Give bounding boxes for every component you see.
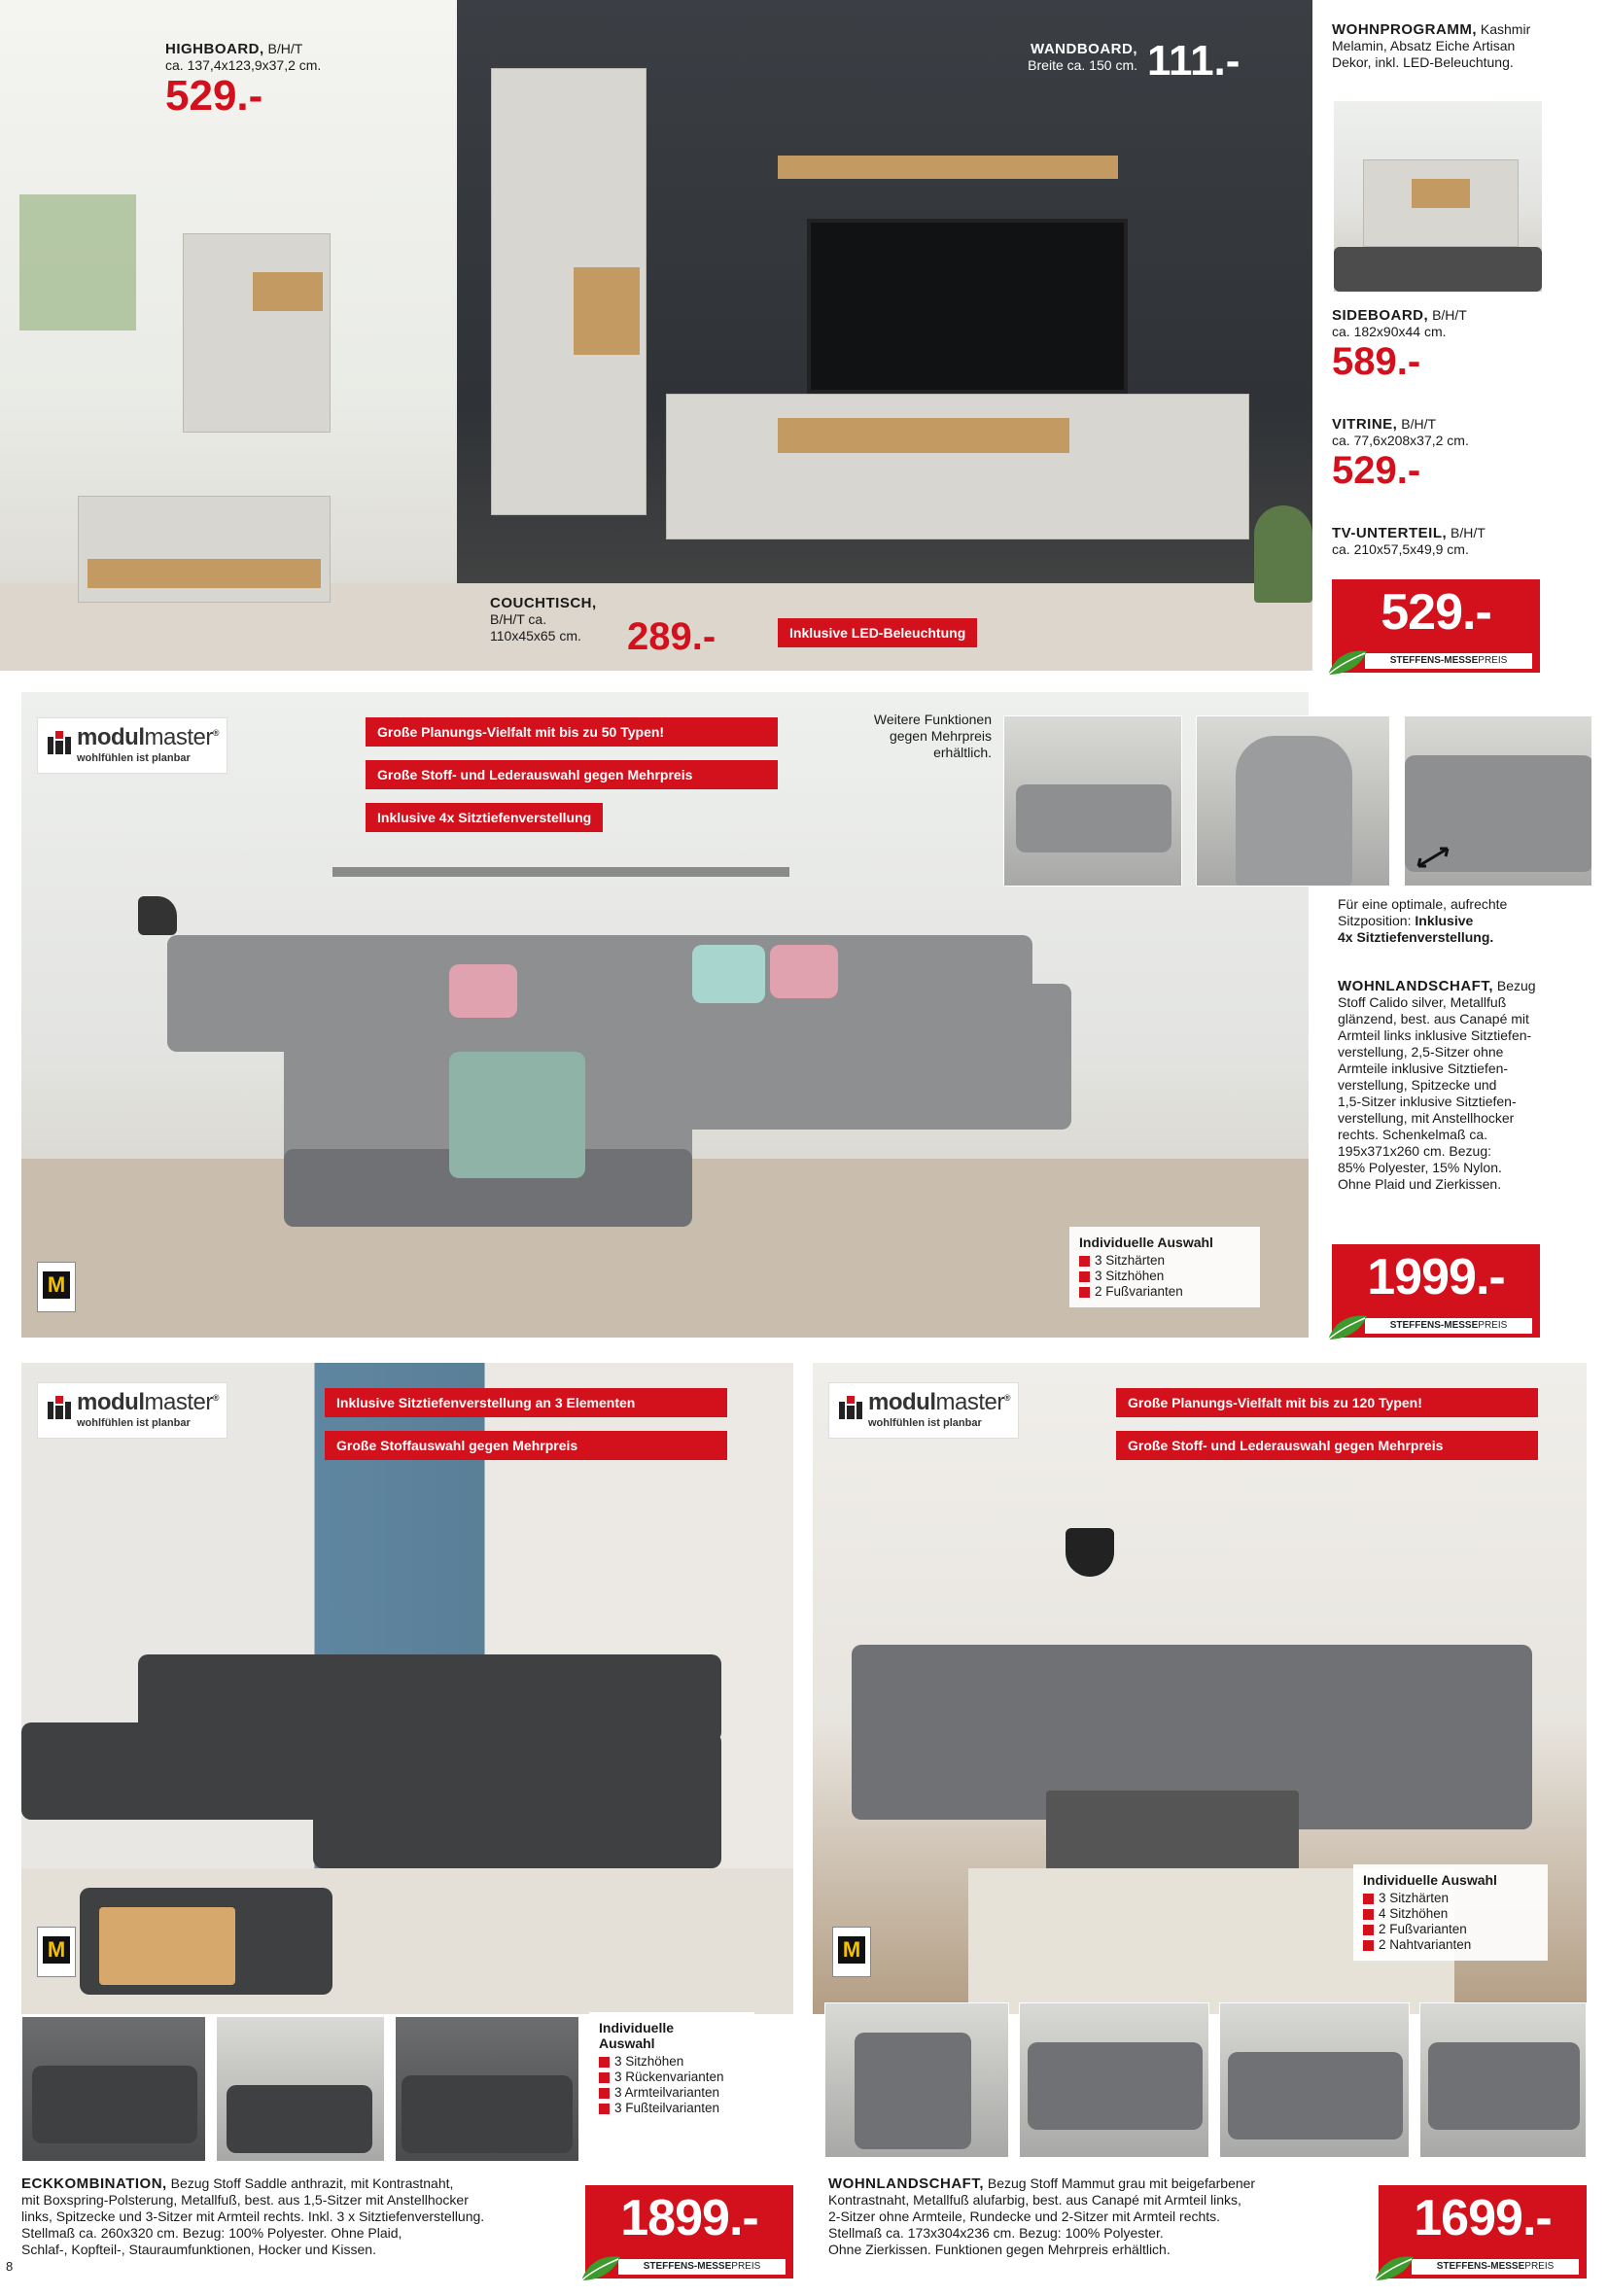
mid-desc-line: glänzend, best. aus Canapé mit [1338,1011,1529,1026]
mid-desc-line: verstellung, 2,5-Sitzer ohne [1338,1044,1504,1060]
bottom-right-option [1363,1922,1538,1937]
seat-note-bold-1: Inklusive [1415,913,1474,928]
couchtisch-wood-shelf [87,559,321,588]
quality-m-badge: M [832,1927,871,1977]
modulmaster-logo [37,717,227,774]
sideboard-title: SIDEBOARD, [1332,307,1429,324]
bottom-left-desc-first: Bezug Stoff Saddle anthrazit, mit Kontrastnaht, [166,2175,454,2191]
steffens-messe-badge [1365,653,1532,669]
badge-bold: STEFFENS-MESSE [1389,655,1479,666]
bottom-left-options-title-1: Individuelle [599,2020,675,2035]
cushion-pink-2 [770,945,838,998]
bottom-right-option [1363,1891,1538,1906]
tv-unterteil-led-niche [778,418,1069,453]
function-photo-ablage [1419,2002,1587,2158]
bottom-left-desc-line: Schlaf-, Kopfteil-, Stauraumfunktionen, Hocker und Kissen. [21,2242,376,2257]
leaf-icon [579,2253,622,2282]
banner-planungs-vielfalt-50: Große Planungs-Vielfalt mit bis zu 50 Typen! [366,717,778,747]
bottom-left-option [599,2085,745,2101]
badge-bold: STEFFENS-MESSE [1436,2261,1525,2272]
mid-desc-line: 1,5-Sitzer inklusive Sitztiefen- [1338,1094,1517,1109]
wohnprogramm-label [1332,21,1594,71]
functions-note-3: erhältlich. [933,745,992,760]
sideboard-photo [1334,101,1542,292]
bottom-right-desc-line: Kontrastnaht, Metallfuß alufarbig, best. aus Canapé mit Armteil links, [828,2192,1241,2208]
modulmaster-logo [37,1382,227,1439]
badge-bold: STEFFENS-MESSE [643,2261,732,2272]
wohnprogramm-line3: Dekor, inkl. LED-Beleuchtung. [1332,54,1514,70]
steffens-messe-badge [618,2259,786,2275]
vitrine-label [1332,416,1469,492]
bottom-left-option-text: 3 Rückenvarianten [614,2070,724,2084]
eckkombination-price: 1899.- [620,2190,758,2246]
sideboard-dims: ca. 182x90x44 cm. [1332,324,1447,339]
mid-desc-line: verstellung, Spitzecke und [1338,1077,1497,1093]
wohnlandschaft-calido-price-box [1332,1244,1540,1338]
mid-options-title: Individuelle Auswahl [1079,1235,1213,1250]
function-photo-stauraum [216,2016,385,2162]
sideboard-label [1332,307,1467,383]
bottom-left-option [599,2070,745,2085]
eckkombination-desc [21,2175,585,2258]
modulmaster-logo-icon [48,1394,73,1419]
steffens-messe-badge [1365,1318,1532,1334]
function-photo-kopfteil [395,2016,579,2162]
bottom-right-option-text: 2 Fußvarianten [1379,1922,1467,1936]
functions-note-2: gegen Mehrpreis [889,728,992,744]
bottom-left-options-box [589,2012,754,2124]
couchtisch-label [490,595,597,644]
eckkombination-price-box [585,2185,793,2279]
badge-bold: STEFFENS-MESSE [1389,1320,1479,1331]
wandboard-label [997,41,1137,74]
logo-light: master [144,1389,213,1415]
bottom-left-desc-line: mit Boxspring-Polsterung, Metallfuß, best. aus 1,5-Sitzer mit Anstellhocker [21,2192,469,2208]
function-photo-2 [1196,715,1390,887]
logo-slogan: wohlfühlen ist planbar [77,1417,191,1429]
mid-desc-line: verstellung, mit Anstellhocker [1338,1110,1515,1126]
bottom-right-options-title: Individuelle Auswahl [1363,1872,1497,1888]
mid-desc-line: rechts. Schenkelmaß ca. [1338,1127,1488,1142]
arc-lamp [1066,1528,1114,1577]
tv-unterteil-label [1332,525,1486,558]
tv-unterteil-price-box [1332,579,1540,673]
bottom-right-option-text: 3 Sitzhärten [1379,1891,1450,1905]
television [807,219,1128,394]
badge-light: PREIS [731,2261,761,2272]
logo-light: master [935,1389,1004,1415]
led-banner: Inklusive LED-Beleuchtung [778,618,977,647]
bottom-right-desc-line: 2-Sitzer ohne Armteile, Rundecke und 2-Sitzer mit Armteil rechts. [828,2209,1221,2224]
modulmaster-logo-icon [839,1394,864,1419]
bottom-right-option [1363,1906,1538,1922]
tv-unterteil-title: TV-UNTERTEIL, [1332,525,1448,541]
vitrine-led-niche [574,267,640,355]
logo-reg: ® [212,728,219,738]
highboard-price: 529.- [165,72,263,120]
bottom-right-desc-line: Ohne Zierkissen. Funktionen gegen Mehrpreis erhältlich. [828,2242,1171,2257]
seat-note-bold-2: 4x Sitztiefenverstellung. [1338,929,1494,945]
wohnlandschaft-mammut-price: 1699.- [1414,2190,1552,2246]
logo-bold: modul [77,1389,145,1415]
eckkombination-title: ECKKOMBINATION, [21,2175,167,2192]
vitrine-title: VITRINE, [1332,416,1398,433]
logo-reg: ® [1003,1393,1010,1403]
bottom-right-option [1363,1937,1538,1953]
couchtisch-price: 289.- [627,615,717,658]
sideboard-title-rest: B/H/T [1428,307,1467,323]
highboard-dims: ca. 137,4x123,9x37,2 cm. [165,57,322,73]
banner-stoffauswahl: Große Stoffauswahl gegen Mehrpreis [325,1431,727,1460]
mid-option-text: 2 Fußvarianten [1095,1284,1183,1299]
function-photo-sitztiefe [1019,2002,1209,2158]
leaf-icon [1373,2253,1416,2282]
highboard-title-rest: B/H/T [263,41,303,56]
banner-stoff-leder: Große Stoff- und Lederauswahl gegen Mehrpreis [366,760,778,789]
wandboard-shelf [778,156,1118,179]
double-arrow-icon [1415,843,1453,872]
mid-desc-line: Armteile inklusive Sitztiefen- [1338,1061,1509,1076]
wohnlandschaft-mammut-title: WOHNLANDSCHAFT, [828,2175,984,2192]
logo-bold: modul [77,724,145,750]
tv-unterteil-price: 529.- [1381,584,1491,641]
bottom-left-option-text: 3 Armteilvarianten [614,2085,720,2100]
mid-options-box [1069,1227,1260,1307]
wohnlandschaft-calido-title: WOHNLANDSCHAFT, [1338,978,1493,994]
wohnlandschaft-mammut-price-box [1379,2185,1587,2279]
mid-desc-line: Ohne Plaid und Zierkissen. [1338,1176,1502,1192]
function-photo-relax [824,2002,1009,2158]
wandboard-dims: Breite ca. 150 cm. [1028,57,1137,73]
bottom-left-options-title-2: Auswahl [599,2035,655,2051]
banner-sitztiefe-4x: Inklusive 4x Sitztiefenverstellung [366,803,603,832]
leaf-icon [1326,1312,1369,1341]
sofa-seat [313,1732,721,1868]
highboard-furniture [183,233,331,433]
cushion-pink [449,964,517,1018]
mid-desc-line: Armteil links inklusive Sitztiefen- [1338,1027,1532,1043]
mid-option [1079,1253,1250,1269]
mid-desc-line: 195x371x260 cm. Bezug: [1338,1143,1491,1159]
functions-note [846,712,992,761]
function-photo-1 [1003,715,1182,887]
wohnprogramm-line2: Melamin, Absatz Eiche Artisan [1332,38,1516,53]
plant-right [1254,505,1312,603]
mid-option [1079,1269,1250,1284]
sofa-seat [663,984,1071,1130]
logo-reg: ® [212,1393,219,1403]
logo-slogan: wohlfühlen ist planbar [77,752,191,764]
vitrine-dims: ca. 77,6x208x37,2 cm. [1332,433,1469,448]
wohnprogramm-title-rest: Kashmir [1477,21,1531,37]
sideboard-price: 589.- [1332,340,1421,383]
badge-light: PREIS [1478,655,1508,666]
wohnlandschaft-calido-price: 1999.- [1367,1249,1505,1305]
couchtisch-dims: 110x45x65 cm. [490,628,581,644]
eckkombination-photo [21,1363,793,2014]
bottom-left-option-text: 3 Fußteilvarianten [614,2101,720,2115]
badge-light: PREIS [1478,1320,1508,1331]
highboard-title: HIGHBOARD, [165,41,264,57]
bottom-left-option-text: 3 Sitzhöhen [614,2054,684,2069]
banner-planungs-vielfalt-120: Große Planungs-Vielfalt mit bis zu 120 Typen! [1116,1388,1538,1417]
mid-desc-first: Bezug [1492,978,1536,993]
bottom-right-option-text: 4 Sitzhöhen [1379,1906,1449,1921]
logo-bold: modul [868,1389,936,1415]
highboard-led-shelf [253,272,323,311]
bottom-right-options-box [1353,1864,1548,1961]
game-board [99,1907,235,1985]
couchtisch-title: COUCHTISCH, [490,595,597,611]
bottom-left-option [599,2101,745,2116]
bottom-left-option [599,2054,745,2070]
couchtisch-line2: B/H/T ca. [490,611,547,627]
quality-m-badge: M [37,1927,76,1977]
wohnprogramm-title: WOHNPROGRAMM, [1332,21,1477,38]
mid-option [1079,1284,1250,1300]
function-photo-3 [1404,715,1592,887]
modulmaster-logo [828,1382,1019,1439]
leaf-icon [1326,647,1369,677]
banner-sitztiefe-3-elemente: Inklusive Sitztiefenverstellung an 3 Elementen [325,1388,727,1417]
bottom-right-desc-line: Stellmaß ca. 173x304x236 cm. Bezug: 100% Polyester. [828,2225,1164,2241]
sofa-canape [21,1722,332,1820]
vitrine-title-rest: B/H/T [1397,416,1437,432]
seat-note-1: Für eine optimale, aufrechte [1338,896,1508,912]
bottom-right-desc-first: Bezug Stoff Mammut grau mit beigefarbener [983,2175,1256,2191]
mid-desc-line: 85% Polyester, 15% Nylon. [1338,1160,1502,1175]
mid-option-text: 3 Sitzhöhen [1095,1269,1165,1283]
wohnlandschaft-mammut-desc [828,2175,1373,2258]
wohnlandschaft-calido-desc [1338,978,1600,1193]
coffee-table [1046,1791,1299,1878]
highboard-label [165,41,321,119]
steffens-messe-badge [1412,2259,1579,2275]
modulmaster-logo-icon [48,729,73,754]
seat-note-2: Sitzposition: [1338,913,1416,928]
wandboard-title: WANDBOARD, [1031,41,1137,57]
banner-stoff-leder: Große Stoff- und Lederauswahl gegen Mehrpreis [1116,1431,1538,1460]
mid-desc-line: Stoff Calido silver, Metallfuß [1338,994,1507,1010]
badge-light: PREIS [1524,2261,1555,2272]
wandboard-price: 111.- [1147,37,1241,85]
bottom-right-option-text: 2 Nahtvarianten [1379,1937,1472,1952]
floor-lamp [138,896,177,935]
bottom-left-desc-line: Stellmaß ca. 260x320 cm. Bezug: 100% Polyester. Ohne Plaid, [21,2225,402,2241]
mid-option-text: 3 Sitzhärten [1095,1253,1166,1268]
logo-light: master [144,724,213,750]
logo-slogan: wohlfühlen ist planbar [868,1417,982,1429]
tv-unterteil-title-rest: B/H/T [1447,525,1486,540]
cushion-mint [692,945,765,1003]
tv-unterteil-furniture [666,394,1249,539]
vitrine-price: 529.- [1332,449,1421,492]
page-number: 8 [6,2259,14,2274]
function-photo-bett [1219,2002,1410,2158]
quality-m-badge: M [37,1262,76,1312]
plaid [449,1052,585,1178]
function-photo-schlaf [21,2016,206,2162]
bottom-left-desc-line: links, Spitzecke und 3-Sitzer mit Armteil rechts. Inkl. 3 x Sitztiefenverstellung. [21,2209,485,2224]
tv-unterteil-dims: ca. 210x57,5x49,9 cm. [1332,541,1469,557]
functions-note-1: Weitere Funktionen [873,712,992,727]
seat-note [1338,896,1600,946]
